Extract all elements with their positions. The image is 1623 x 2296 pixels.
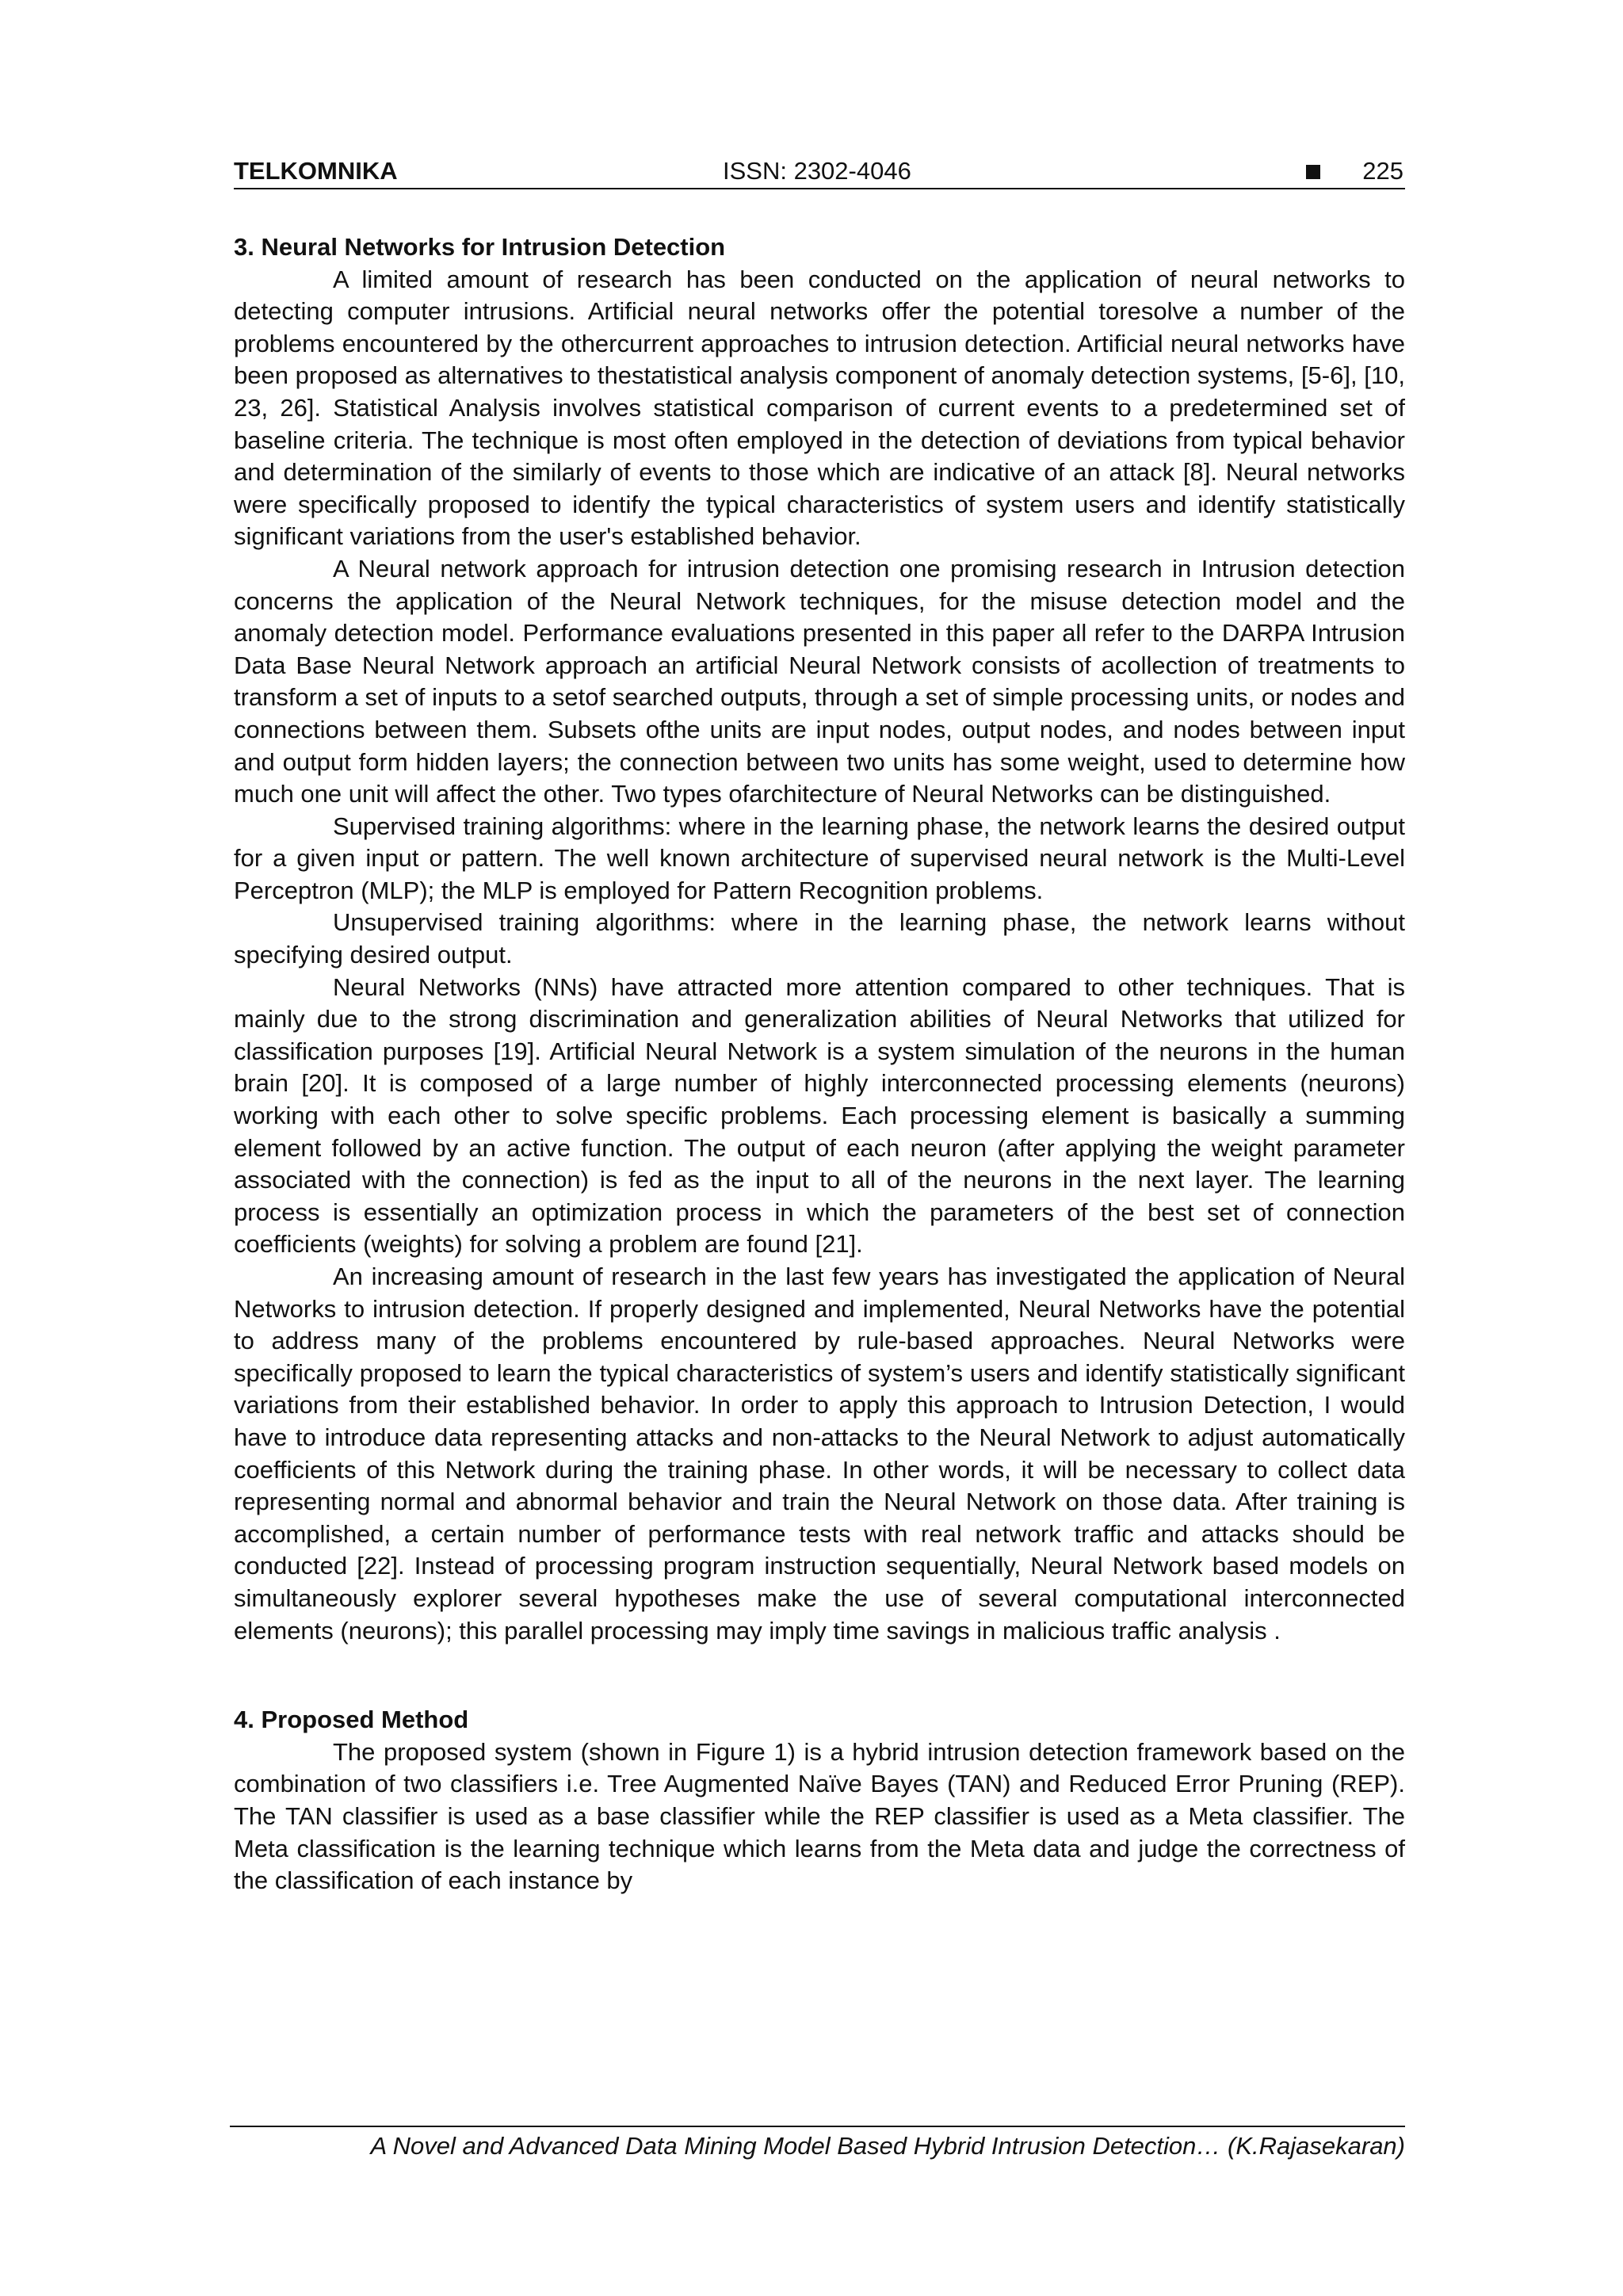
paragraph: Neural Networks (NNs) have attracted more attention compared to other techniques. That is mainly due to the strong discrimination and generalization abilities of Neural Networks that utilized for classification purposes [19]. Artificial Neural Network is a system simulation of the neurons in the human brain [20]. It is composed of a large number of highly interconnected processing elements (neurons) working with each other to solve specific problems. Each processing element is basically a summing element followed by an active function. The output of each neuron (after applying the weight parameter associated with the connection) is fed as the input to all of the neurons in the next layer. The learning process is essentially an optimization process in which the parameters of the best set of connection coefficients (weights) for solving a problem are found [21].: [234, 972, 1405, 1259]
paragraph: A limited amount of research has been conducted on the application of neural networks to detecting computer intrusions. Artificial neural networks offer the potential toresolve a number of the problems encountered by the othercurrent approaches to intrusion detection. Artificial neural networks have been proposed as alternatives to thestatistical analysis component of anomaly detection systems, [5-6], [10, 23, 26]. Statistical Analysis involves statistical comparison of current events to a predetermined set of baseline criteria. The technique is most often employed in the detection of deviations from typical behavior and determination of the similarly of events to those which are indicative of an attack [8]. Neural networks were specifically proposed to identify the typical characteristics of system users and identify statistically significant variations from the user's established behavior.: [234, 265, 1405, 551]
section-heading-neural-networks: 3. Neural Networks for Intrusion Detection: [234, 233, 726, 261]
running-footer: A Novel and Advanced Data Mining Model Based Hybrid Intrusion Detection… (K.Rajasekaran): [230, 2126, 1405, 2162]
section-spacer: [234, 1647, 1405, 1704]
paragraph: The proposed system (shown in Figure 1) is a hybrid intrusion detection framework based on the combination of two classifiers i.e. Tree Augmented Naïve Bayes (TAN) and Reduced Error Pruning (REP). The TAN classifier is used as a base classifier while the REP classifier is used as a Meta classifier. The Meta classification is the learning technique which learns from the Meta data and judge the correctness of the classification of each instance by: [234, 1737, 1405, 1895]
journal-name: TELKOMNIKA: [234, 157, 398, 185]
section-heading-proposed-method: 4. Proposed Method: [234, 1706, 469, 1734]
body-text: [234, 231, 1405, 1897]
running-header: [234, 155, 1405, 189]
paragraph: An increasing amount of research in the last few years has investigated the application of Neural Networks to intrusion detection. If properly designed and implemented, Neural Networks have the potential to address many of the problems encountered by rule-based approaches. Neural Networks were specifically proposed to learn the typical characteristics of system’s users and identify statistically significant variations from their established behavior. In order to apply this approach to Intrusion Detection, I would have to introduce data representing attacks and non-attacks to the Neural Network to adjust automatically coefficients of this Network during the training phase. In other words, it will be necessary to collect data representing normal and abnormal behavior and train the Neural Network on those data. After training is accomplished, a certain number of performance tests with real network traffic and attacks should be conducted [22]. Instead of processing program instruction sequentially, Neural Network based models on simultaneously explorer several hypotheses make the use of several computational interconnected elements (neurons); this parallel processing may imply time savings in malicious traffic analysis .: [234, 1263, 1405, 1645]
paragraph: Unsupervised training algorithms: where in the learning phase, the network learns without specifying desired output.: [234, 908, 1405, 969]
square-bullet-icon: [1306, 165, 1320, 179]
paragraph: A Neural network approach for intrusion detection one promising research in Intrusion detection concerns the application of the Neural Network techniques, for the misuse detection model and the anomaly detection model. Performance evaluations presented in this paper all refer to the DARPA Intrusion Data Base Neural Network approach an artificial Neural Network consists of acollection of treatments to transform a set of inputs to a setof searched outputs, through a set of simple processing units, or nodes and connections between them. Subsets ofthe units are input nodes, output nodes, and nodes between input and output form hidden layers; the connection between two units has some weight, used to determine how much one unit will affect the other. Two types ofarchitecture of Neural Networks can be distinguished.: [234, 554, 1405, 808]
paragraph: Supervised training algorithms: where in the learning phase, the network learns the desired output for a given input or pattern. The well known architecture of supervised neural network is the Multi-Level Perceptron (MLP); the MLP is employed for Pattern Recognition problems.: [234, 812, 1405, 904]
page-number: 225: [1362, 157, 1403, 185]
issn: ISSN: 2302-4046: [723, 157, 911, 185]
